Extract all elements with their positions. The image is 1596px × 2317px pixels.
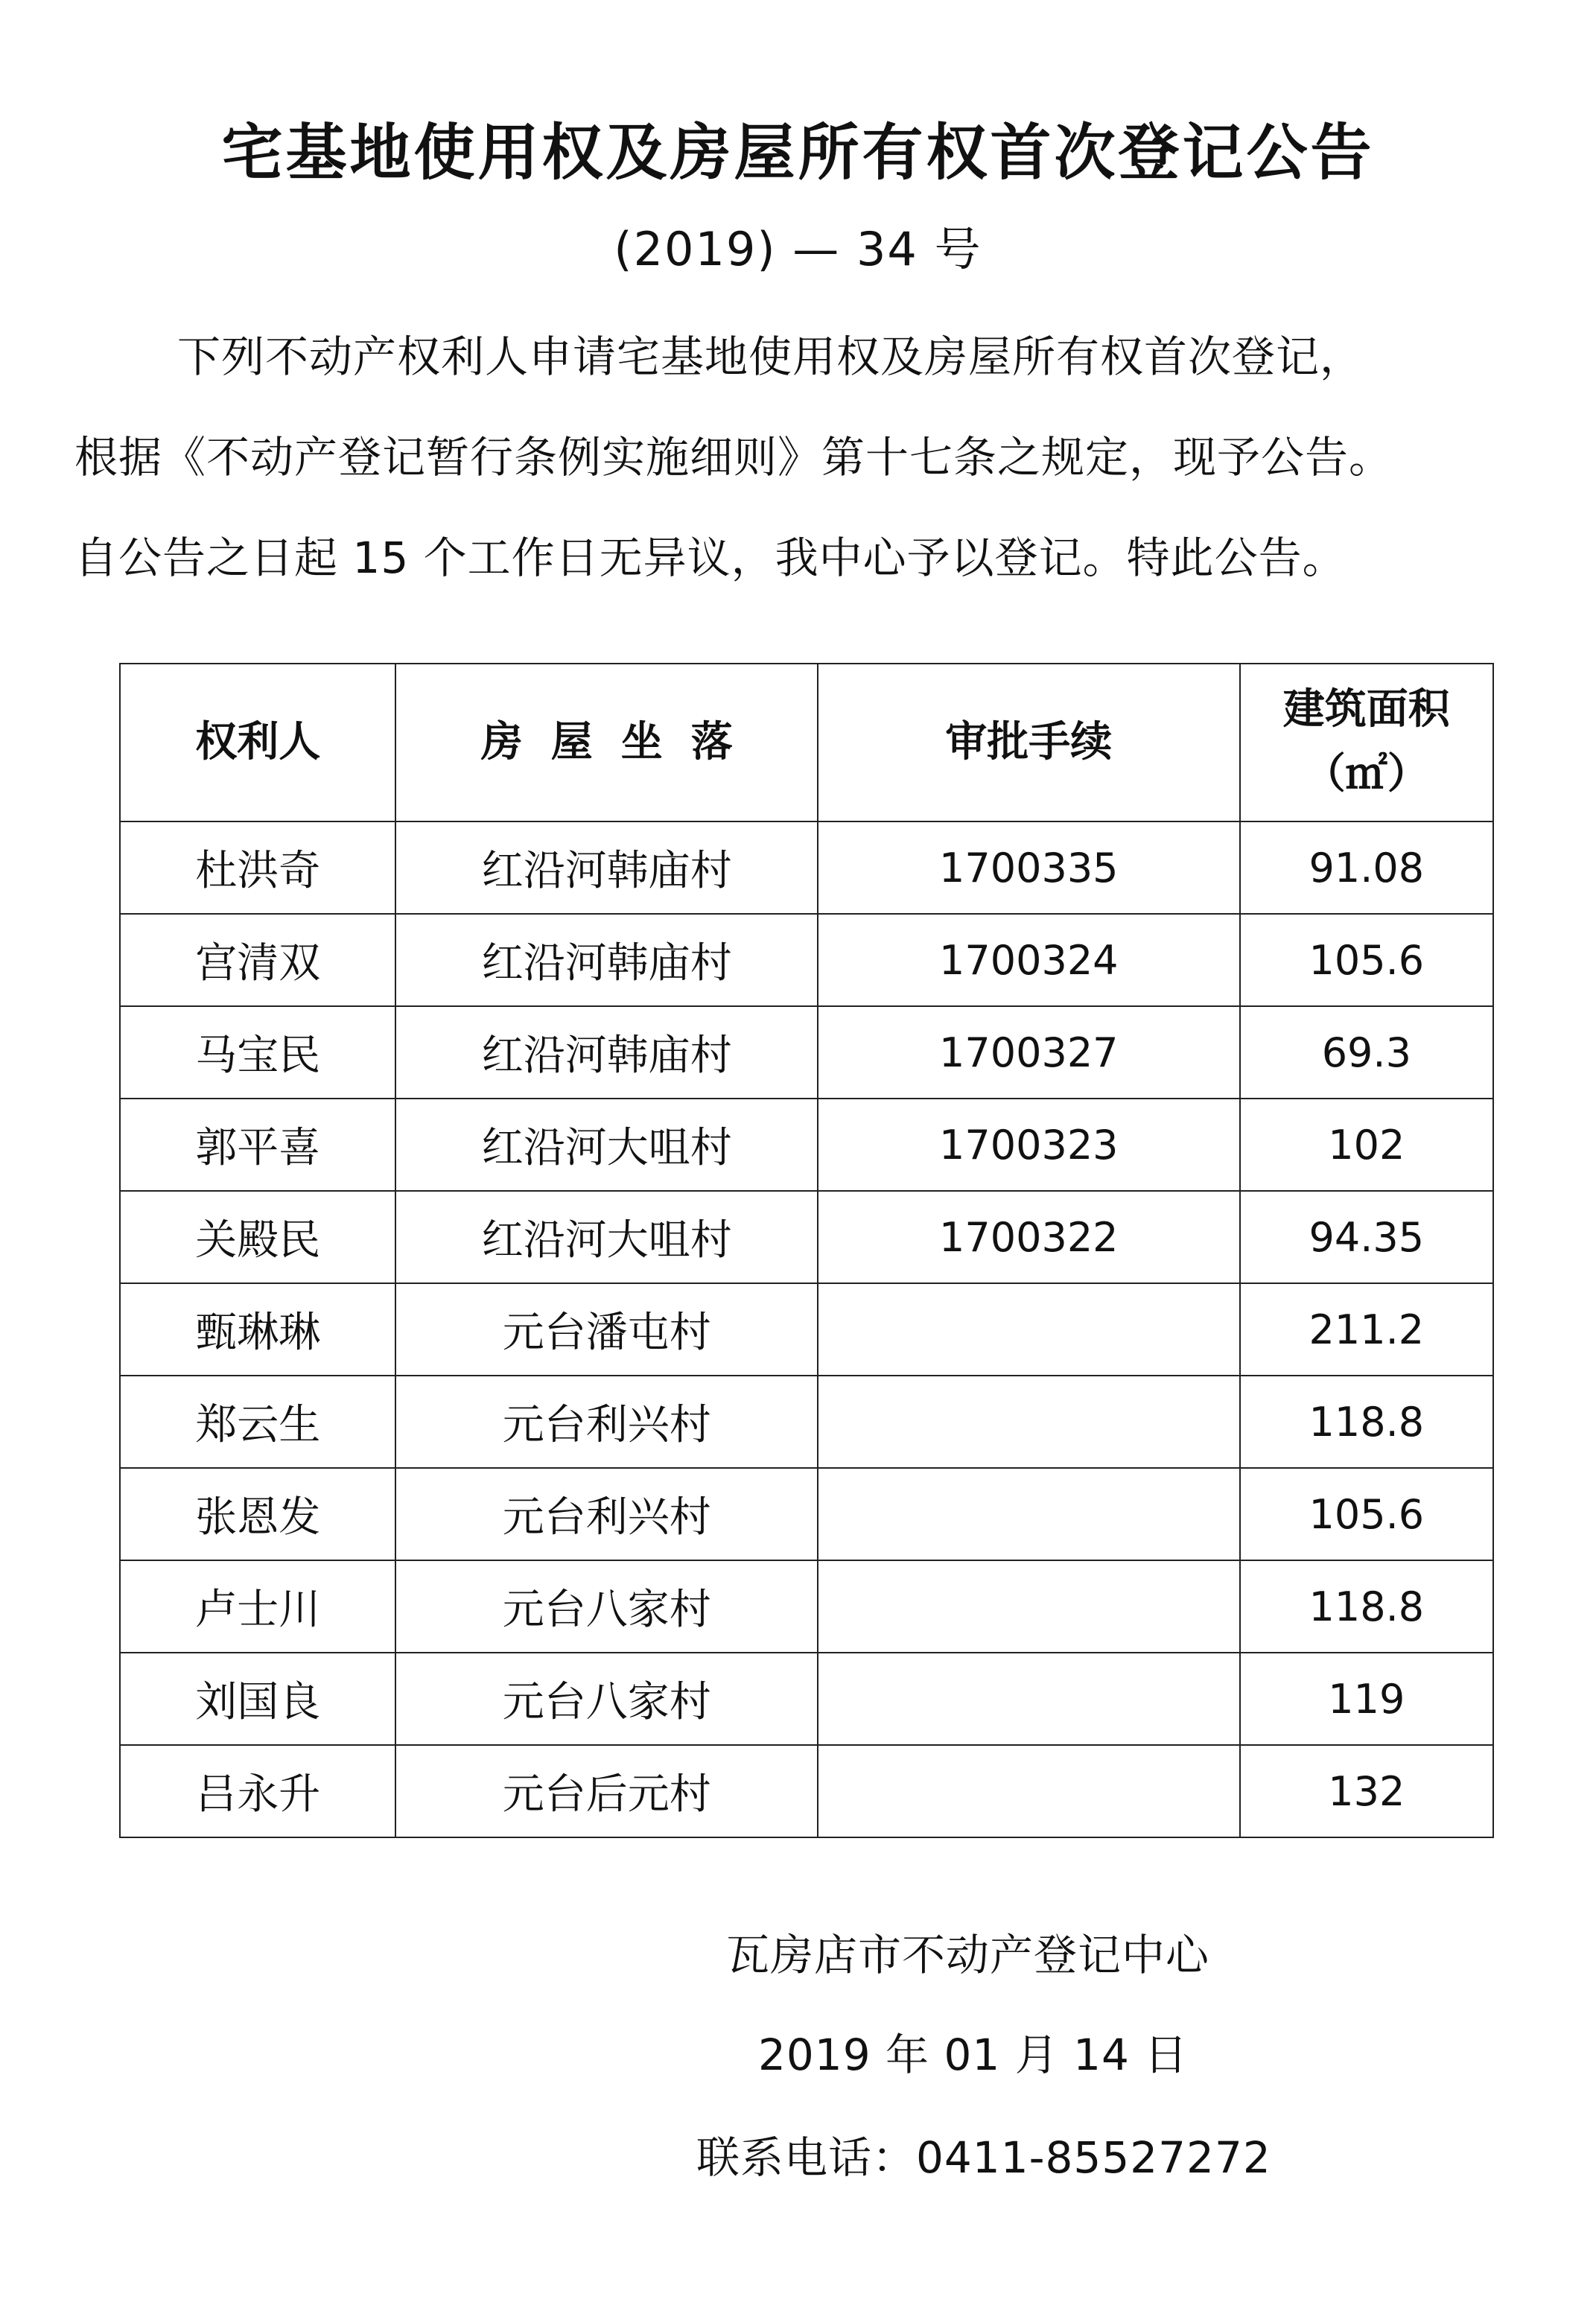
location-cell: 元台利兴村 bbox=[395, 1376, 818, 1468]
owner-cell: 关殿民 bbox=[120, 1191, 395, 1283]
table-row bbox=[120, 1376, 1493, 1468]
notice-title: 宅基地使用权及房屋所有权首次登记公告 bbox=[221, 118, 1375, 188]
owner-cell: 卢士川 bbox=[120, 1560, 395, 1653]
owner-cell: 甄琳琳 bbox=[120, 1283, 395, 1376]
owner-cell: 吕永升 bbox=[120, 1745, 395, 1837]
table-body bbox=[120, 821, 1493, 1837]
contact-phone: 联系电话：0411-85527272 bbox=[696, 2132, 1271, 2183]
notice-paragraph-line-1: 下列不动产权利人申请宅基地使用权及房屋所有权首次登记， bbox=[177, 331, 1364, 382]
approval-cell: 1700323 bbox=[818, 1099, 1240, 1191]
table-row bbox=[120, 1006, 1493, 1099]
approval-cell: 1700324 bbox=[818, 914, 1240, 1006]
approval-cell bbox=[818, 1376, 1240, 1468]
issuing-organization: 瓦房店市不动产登记中心 bbox=[726, 1930, 1210, 1980]
notice-paragraph-line-3: 自公告之日起 15 个工作日无异议，我中心予以登记。特此公告。 bbox=[74, 533, 1347, 583]
location-cell: 红沿河韩庙村 bbox=[395, 914, 818, 1006]
location-cell: 红沿河大咀村 bbox=[395, 1099, 818, 1191]
owner-cell: 刘国良 bbox=[120, 1653, 395, 1745]
table-row bbox=[120, 1745, 1493, 1837]
table-row bbox=[120, 1653, 1493, 1745]
header-approval: 审批手续 bbox=[818, 664, 1240, 821]
area-cell: 105.6 bbox=[1240, 1468, 1493, 1560]
registration-table bbox=[119, 663, 1494, 1838]
table-row bbox=[120, 914, 1493, 1006]
area-cell: 118.8 bbox=[1240, 1376, 1493, 1468]
table-row bbox=[120, 1468, 1493, 1560]
location-cell: 元台利兴村 bbox=[395, 1468, 818, 1560]
approval-cell bbox=[818, 1745, 1240, 1837]
table-row bbox=[120, 1560, 1493, 1653]
header-area-label: 建筑面积 bbox=[1282, 685, 1450, 734]
header-location: 房屋坐落 bbox=[395, 664, 818, 821]
owner-cell: 张恩发 bbox=[120, 1468, 395, 1560]
area-cell: 211.2 bbox=[1240, 1283, 1493, 1376]
approval-cell: 1700327 bbox=[818, 1006, 1240, 1099]
area-cell: 105.6 bbox=[1240, 914, 1493, 1006]
header-area bbox=[1240, 664, 1493, 821]
area-cell: 94.35 bbox=[1240, 1191, 1493, 1283]
approval-cell: 1700335 bbox=[818, 821, 1240, 914]
table-row bbox=[120, 1099, 1493, 1191]
location-cell: 元台八家村 bbox=[395, 1653, 818, 1745]
location-cell: 元台八家村 bbox=[395, 1560, 818, 1653]
table-row bbox=[120, 1283, 1493, 1376]
approval-cell bbox=[818, 1560, 1240, 1653]
table-row bbox=[120, 1191, 1493, 1283]
area-cell: 119 bbox=[1240, 1653, 1493, 1745]
approval-cell bbox=[818, 1653, 1240, 1745]
header-area-unit: （㎡） bbox=[1303, 750, 1429, 798]
owner-cell: 宫清双 bbox=[120, 914, 395, 1006]
area-cell: 69.3 bbox=[1240, 1006, 1493, 1099]
approval-cell bbox=[818, 1468, 1240, 1560]
location-cell: 元台后元村 bbox=[395, 1745, 818, 1837]
owner-cell: 马宝民 bbox=[120, 1006, 395, 1099]
location-cell: 红沿河韩庙村 bbox=[395, 821, 818, 914]
header-owner: 权利人 bbox=[120, 664, 395, 821]
location-cell: 红沿河韩庙村 bbox=[395, 1006, 818, 1099]
approval-cell bbox=[818, 1283, 1240, 1376]
issue-date: 2019 年 01 月 14 日 bbox=[758, 2030, 1189, 2080]
document-number: (2019) — 34 号 bbox=[614, 222, 982, 276]
notice-paragraph-line-2: 根据《不动产登记暂行条例实施细则》第十七条之规定，现予公告。 bbox=[74, 432, 1393, 483]
location-cell: 红沿河大咀村 bbox=[395, 1191, 818, 1283]
area-cell: 118.8 bbox=[1240, 1560, 1493, 1653]
owner-cell: 郭平喜 bbox=[120, 1099, 395, 1191]
area-cell: 91.08 bbox=[1240, 821, 1493, 914]
area-cell: 102 bbox=[1240, 1099, 1493, 1191]
location-cell: 元台潘屯村 bbox=[395, 1283, 818, 1376]
owner-cell: 杜洪奇 bbox=[120, 821, 395, 914]
owner-cell: 郑云生 bbox=[120, 1376, 395, 1468]
approval-cell: 1700322 bbox=[818, 1191, 1240, 1283]
table-header-row bbox=[120, 664, 1493, 821]
table-row bbox=[120, 821, 1493, 914]
area-cell: 132 bbox=[1240, 1745, 1493, 1837]
